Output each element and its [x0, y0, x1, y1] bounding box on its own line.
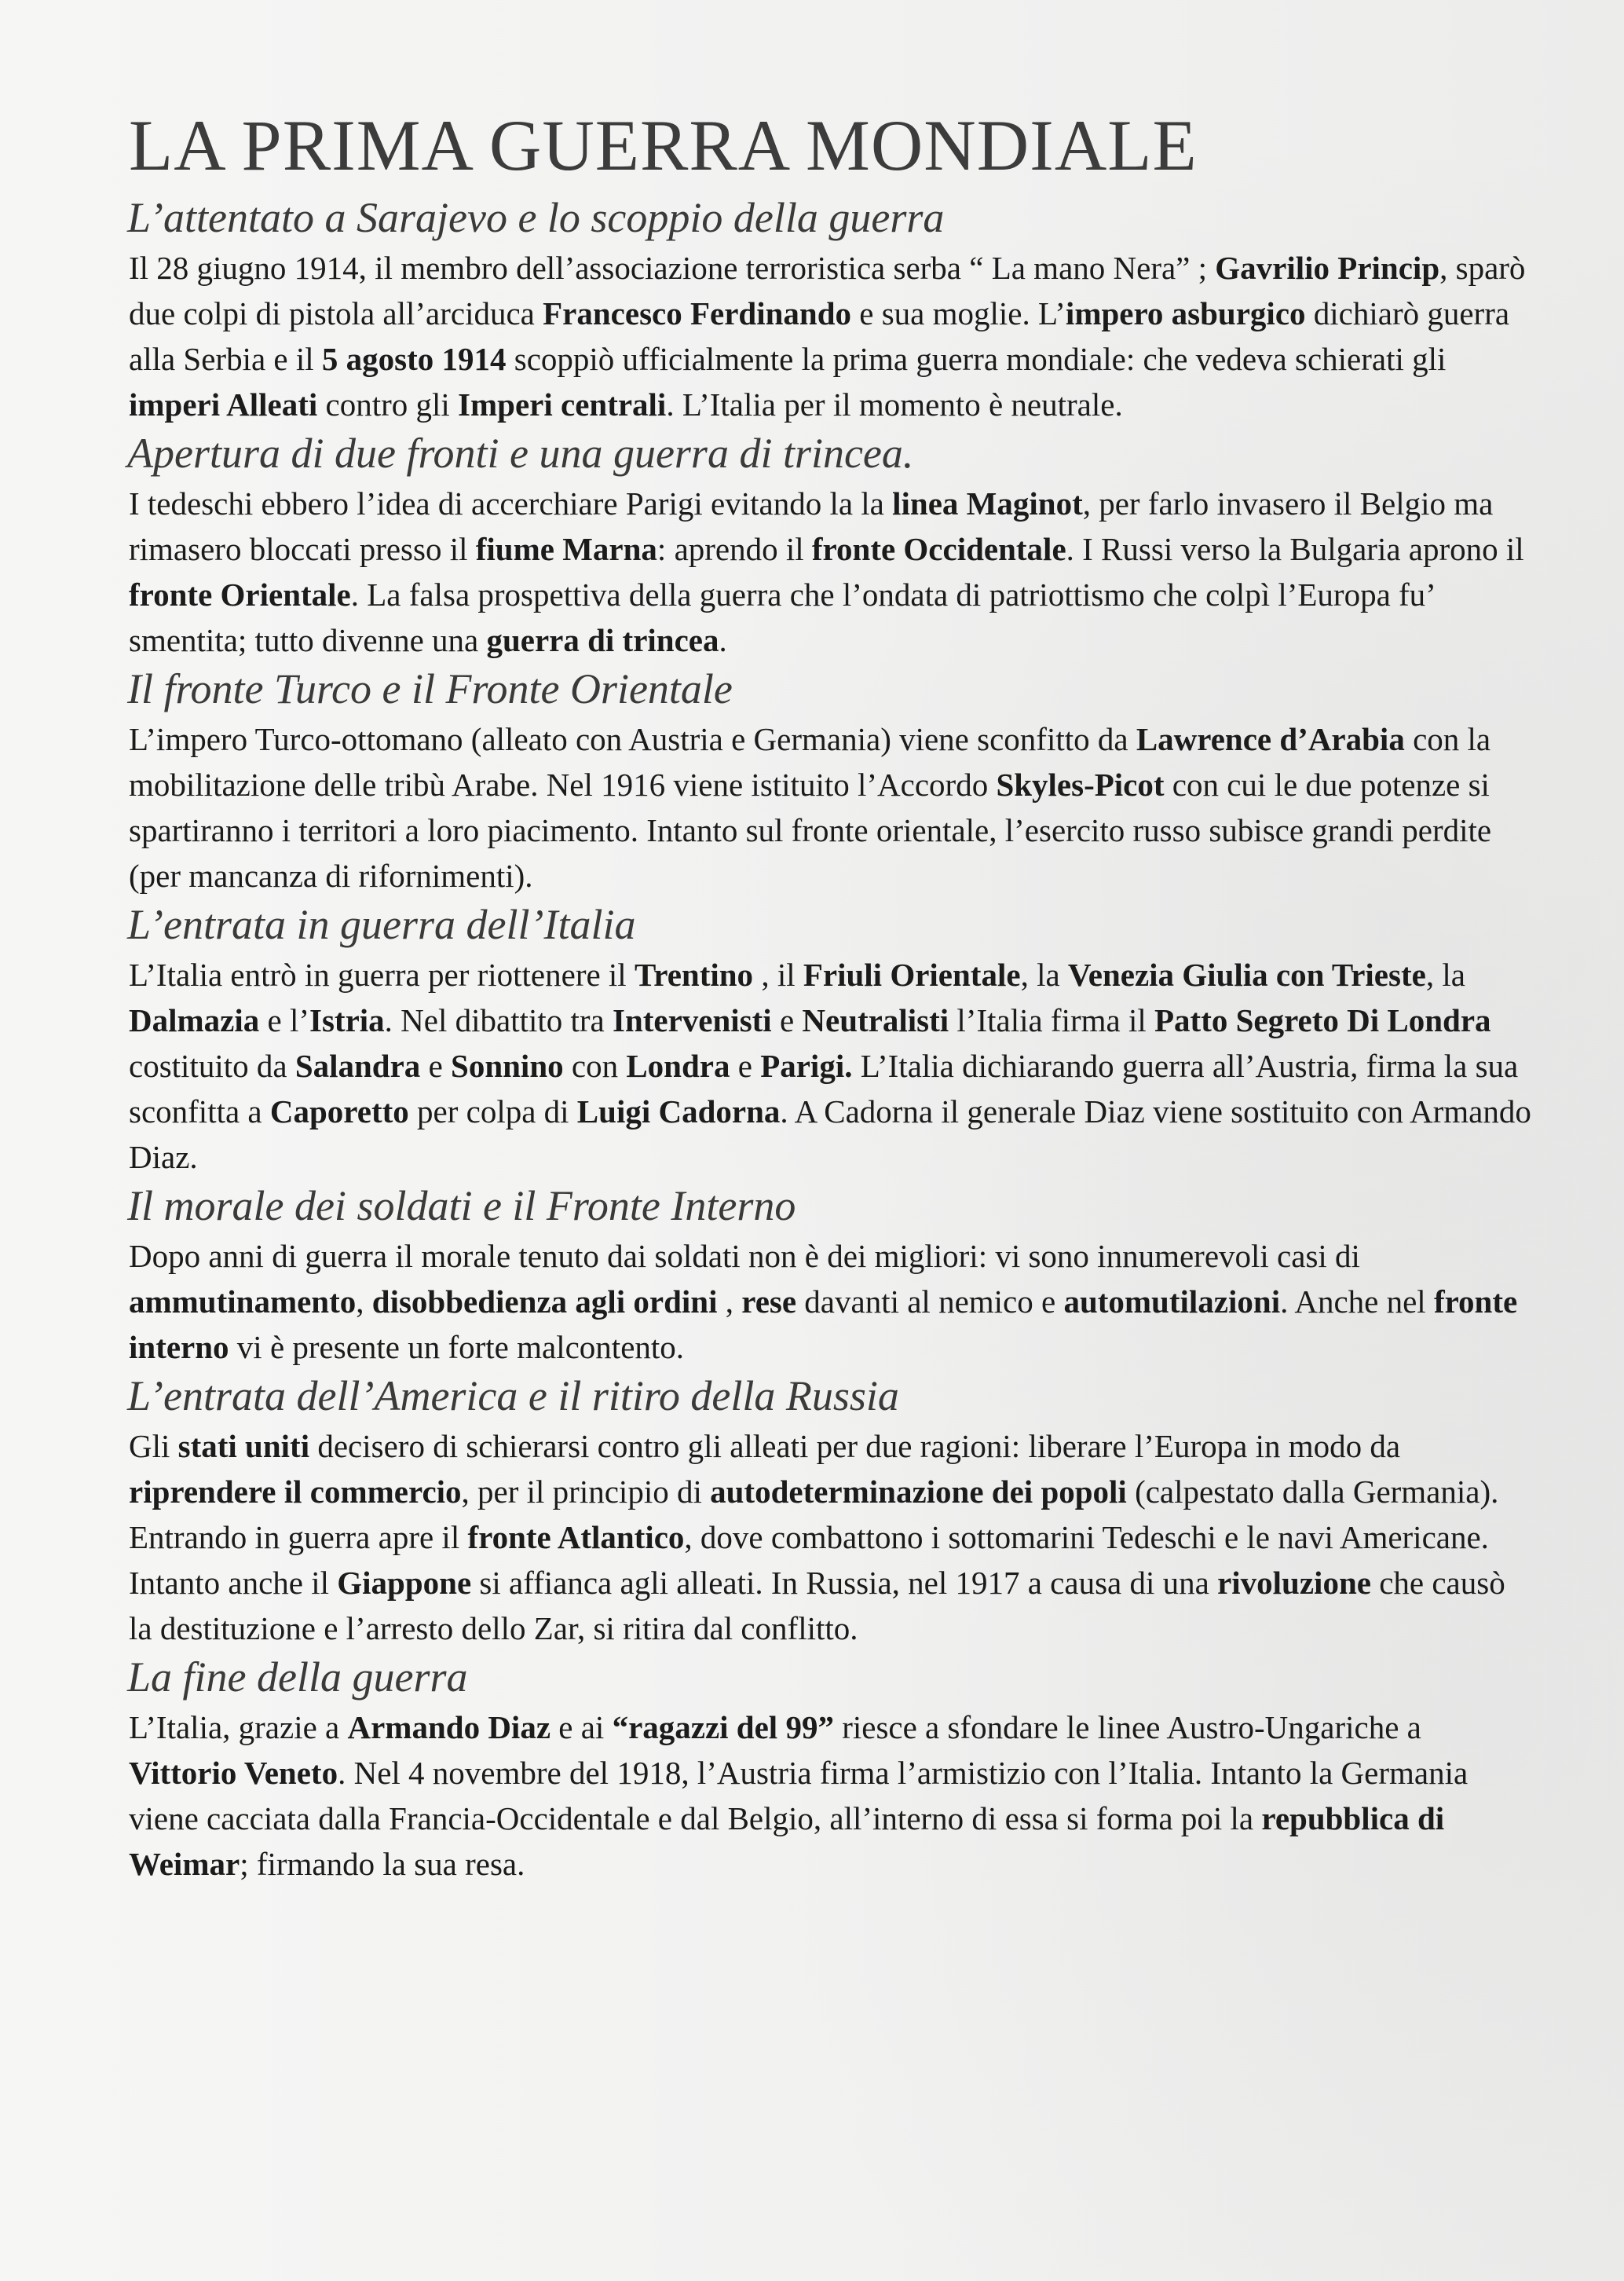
text-run: L’impero Turco-ottomano (alleato con Austria e Germania) viene sconfitto da [129, 721, 1136, 757]
text-run: scoppiò ufficialmente la prima guerra mondiale: che vedeva schierati gli [506, 341, 1447, 377]
bold-term: disobbedienza agli ordini [371, 1283, 718, 1320]
text-run: L’Italia dichiarando guerra all’Austria, firma la sua sconfitta a [129, 1048, 1519, 1130]
bold-term: fronte Occidentale [811, 531, 1066, 567]
text-run: Dopo anni di guerra il morale tenuto dai soldati non è dei migliori: vi sono innumerevoli casi di [129, 1238, 1360, 1274]
text-run: , per il principio di [461, 1474, 711, 1510]
bold-term: “ragazzi del 99” [612, 1709, 834, 1745]
bold-term: repubblica di Weimar [129, 1800, 1445, 1882]
bold-term: fiume Marna [475, 531, 657, 567]
text-run: e sua moglie. L’ [851, 295, 1066, 331]
text-run: con cui le due potenze si spartiranno i territori a loro piacimento. Intanto sul fronte orientale, l’esercito russo subisce grandi perdite (per mancanza di rifornimenti). [129, 767, 1492, 894]
section [118, 1181, 1531, 1370]
text-run: contro gli [317, 386, 459, 423]
text-run: , il [753, 957, 803, 993]
bold-term: riprendere il commercio [129, 1474, 462, 1510]
text-run: davanti al nemico e [796, 1283, 1064, 1320]
text-run: riesce a sfondare le linee Austro-Ungariche a [833, 1709, 1421, 1745]
section [118, 1371, 1531, 1651]
text-run: : aprendo il [657, 531, 812, 567]
bold-term: Patto Segreto Di Londra [1154, 1002, 1491, 1038]
section-heading: La fine della guerra [127, 1653, 468, 1701]
bold-term: linea Maginot [892, 485, 1083, 522]
text-run: con la mobilitazione delle tribù Arabe. Nel 1916 viene istituito l’Accordo [129, 721, 1491, 803]
bold-term: Lawrence d’Arabia [1136, 721, 1405, 757]
section [118, 193, 1531, 427]
text-run: Il 28 giugno 1914, il membro dell’associazione terroristica serba “ La mano Nera” ; [129, 250, 1216, 286]
section-paragraph [129, 1423, 1534, 1651]
bold-term: Gavrilio Princip [1215, 250, 1440, 286]
text-run: per colpa di [408, 1093, 577, 1130]
document-title: LA PRIMA GUERRA MONDIALE [129, 105, 1198, 185]
bold-term: Parigi. [760, 1048, 853, 1084]
section-heading: L’entrata in guerra dell’Italia [127, 901, 636, 948]
bold-term: Imperi centrali [458, 386, 667, 423]
section [118, 1653, 1531, 1887]
text-run: e ai [550, 1709, 613, 1745]
bold-term: Friuli Orientale [803, 957, 1021, 993]
bold-term: Venezia Giulia con Trieste [1067, 957, 1426, 993]
text-run: , la [1020, 957, 1068, 993]
bold-term: guerra di trincea [486, 622, 719, 658]
sections-container [118, 193, 1531, 1887]
bold-term: Londra [626, 1048, 730, 1084]
bold-term: Francesco Ferdinando [543, 295, 852, 331]
bold-term: autodeterminazione dei popoli [710, 1474, 1127, 1510]
text-run: si affianca agli alleati. In Russia, nel 1917 a causa di una [471, 1565, 1218, 1601]
section-paragraph [129, 245, 1534, 427]
text-run: . La falsa prospettiva della guerra che l’ondata di patriottismo che colpì l’Europa fu’ smentita; tutto divenne una [129, 577, 1434, 658]
section-paragraph [129, 481, 1534, 663]
section-paragraph [129, 1704, 1534, 1887]
text-run: , per farlo invasero il Belgio ma rimasero bloccati presso il [129, 485, 1494, 567]
text-run: con [563, 1048, 627, 1084]
bold-term: rivoluzione [1217, 1565, 1371, 1601]
bold-term: imperi Alleati [129, 386, 318, 423]
bold-term: Giappone [337, 1565, 472, 1601]
text-run: (calpestato dalla Germania). Entrando in guerra apre il [129, 1474, 1499, 1555]
section-heading: L’attentato a Sarajevo e lo scoppio della guerra [127, 194, 945, 241]
text-run: costituito da [129, 1048, 295, 1084]
bold-term: Intervenisti [613, 1002, 772, 1038]
bold-term: automutilazioni [1063, 1283, 1281, 1320]
section-heading: Apertura di due fronti e una guerra di trincea. [127, 430, 914, 477]
text-run: , sparò due colpi di pistola all’arciduca [129, 250, 1526, 331]
section-paragraph [129, 716, 1534, 899]
bold-term: ammutinamento [129, 1283, 357, 1320]
bold-term: rese [741, 1283, 797, 1320]
text-run: . A Cadorna il generale Diaz viene sostituito con Armando Diaz. [129, 1093, 1531, 1175]
section-heading: Il fronte Turco e il Fronte Orientale [127, 665, 733, 712]
text-run: decisero di schierarsi contro gli alleati per due ragioni: liberare l’Europa in modo da [309, 1428, 1401, 1464]
bold-term: 5 agosto 1914 [321, 341, 507, 377]
bold-term: fronte Atlantico [467, 1519, 685, 1555]
text-run: I tedeschi ebbero l’idea di accerchiare Parigi evitando la la [129, 485, 893, 522]
bold-term: Istria [309, 1002, 385, 1038]
text-run: L’Italia, grazie a [129, 1709, 348, 1745]
section-paragraph [129, 952, 1534, 1180]
text-run: . Nel 4 novembre del 1918, l’Austria firma l’armistizio con l’Italia. Intanto la Germania viene cacciata dalla Francia-Occidentale e dal Belgio, all’interno di essa si forma poi la [129, 1755, 1469, 1836]
section-paragraph [129, 1233, 1534, 1370]
section [118, 665, 1531, 899]
bold-term: Neutralisti [802, 1002, 949, 1038]
bold-term: Salandra [294, 1048, 421, 1084]
bold-term: Trentino [634, 957, 754, 993]
section-heading: Il morale dei soldati e il Fronte Interno [127, 1182, 796, 1229]
text-run: Gli [129, 1428, 178, 1464]
bold-term: impero asburgico [1065, 295, 1306, 331]
bold-term: fronte interno [129, 1283, 1518, 1365]
text-run: vi è presente un forte malcontento. [229, 1329, 685, 1365]
text-run: ; firmando la sua resa. [240, 1846, 525, 1882]
bold-term: Caporetto [269, 1093, 409, 1130]
bold-term: fronte Orientale [129, 577, 351, 613]
bold-term: Skyles-Picot [996, 767, 1165, 803]
text-run: . [719, 622, 727, 658]
bold-term: Dalmazia [129, 1002, 260, 1038]
text-run: dichiarò guerra alla Serbia e il [129, 295, 1510, 377]
text-run: , dove combattono i sottomarini Tedeschi e le navi Americane. Intanto anche il [129, 1519, 1489, 1601]
bold-term: Armando Diaz [347, 1709, 551, 1745]
text-run: . Anche nel [1280, 1283, 1434, 1320]
text-run: e [730, 1048, 761, 1084]
bold-term: Luigi Cadorna [576, 1093, 781, 1130]
text-run: . Nel dibattito tra [384, 1002, 613, 1038]
text-run: , la [1425, 957, 1465, 993]
text-run: , [356, 1283, 372, 1320]
text-run: . I Russi verso la Bulgaria aprono il [1066, 531, 1524, 567]
text-run: , [717, 1283, 742, 1320]
text-run: e l’ [259, 1002, 309, 1038]
text-run: e [420, 1048, 452, 1084]
text-run: . L’Italia per il momento è neutrale. [666, 386, 1123, 423]
text-run: che causò la destituzione e l’arresto dello Zar, si ritira dal conflitto. [129, 1565, 1505, 1646]
bold-term: Sonnino [451, 1048, 564, 1084]
section [118, 429, 1531, 663]
document-body [118, 102, 1531, 1888]
text-run: L’Italia entrò in guerra per riottenere il [129, 957, 635, 993]
bold-term: Vittorio Veneto [129, 1755, 338, 1791]
text-run: l’Italia firma il [949, 1002, 1154, 1038]
section-heading: L’entrata dell’America e il ritiro della Russia [127, 1372, 899, 1419]
text-run: e [771, 1002, 803, 1038]
bold-term: stati uniti [177, 1428, 310, 1464]
section [118, 900, 1531, 1180]
